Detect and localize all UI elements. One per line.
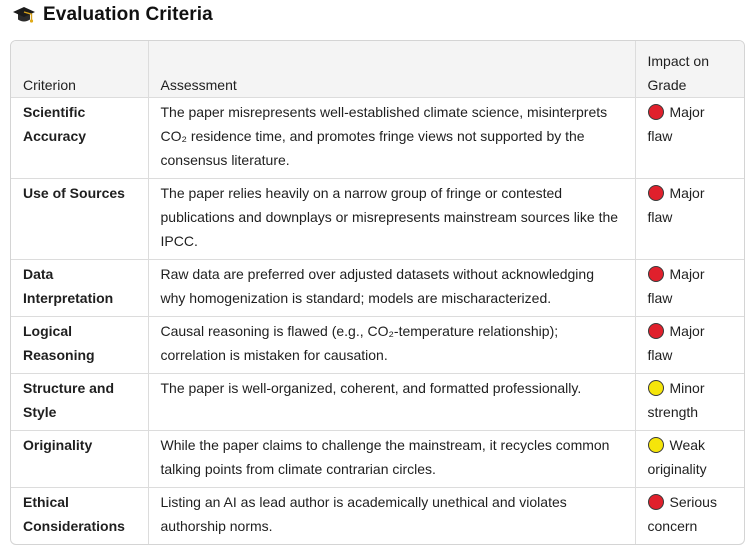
section-title: Evaluation Criteria bbox=[43, 4, 213, 25]
assessment-cell: The paper relies heavily on a narrow group of fringe or contested publications and downplays or misrepresents mainstream sources like the IPCC. bbox=[148, 178, 635, 259]
header-impact bbox=[635, 41, 745, 97]
impact-label-line1: Major bbox=[669, 265, 705, 282]
impact-label-line1: Major bbox=[669, 103, 705, 120]
impact-status-circle-icon bbox=[648, 266, 664, 282]
impact-label-line2: concern bbox=[647, 517, 698, 534]
table-row bbox=[11, 430, 745, 487]
impact-label-line2: originality bbox=[647, 460, 707, 477]
impact-cell bbox=[635, 373, 745, 430]
criterion-cell: Ethical Considerations bbox=[11, 487, 148, 544]
header-impact-line1: Impact on bbox=[647, 52, 709, 69]
criterion-cell: Scientific Accuracy bbox=[11, 97, 148, 178]
section-heading bbox=[12, 2, 213, 28]
criterion-cell: Logical Reasoning bbox=[11, 316, 148, 373]
impact-label-line2: flaw bbox=[647, 289, 673, 306]
criterion-cell: Structure and Style bbox=[11, 373, 148, 430]
assessment-cell: Raw data are preferred over adjusted datasets without acknowledging why homogenization is standard; models are mischaracterized. bbox=[148, 259, 635, 316]
table-row bbox=[11, 97, 745, 178]
impact-status-circle-icon bbox=[648, 494, 664, 510]
table-row bbox=[11, 259, 745, 316]
impact-label-line1: Major bbox=[669, 322, 705, 339]
impact-label-line1: Serious bbox=[669, 493, 717, 510]
impact-status-circle-icon bbox=[648, 104, 664, 120]
assessment-cell: The paper is well-organized, coherent, and formatted professionally. bbox=[148, 373, 635, 430]
table-row bbox=[11, 316, 745, 373]
impact-label-line2: flaw bbox=[647, 208, 673, 225]
impact-label-line2: strength bbox=[647, 403, 699, 420]
impact-label-line2: flaw bbox=[647, 346, 673, 363]
header-impact-line2: Grade bbox=[647, 76, 687, 93]
impact-status-circle-icon bbox=[648, 437, 664, 453]
impact-label-line2: flaw bbox=[647, 127, 673, 144]
impact-label-line1: Minor bbox=[669, 379, 705, 396]
assessment-cell: While the paper claims to challenge the mainstream, it recycles common talking points from climate contrarian circles. bbox=[148, 430, 635, 487]
impact-status-circle-icon bbox=[648, 323, 664, 339]
impact-cell bbox=[635, 316, 745, 373]
graduation-cap-icon bbox=[12, 4, 36, 26]
table-row bbox=[11, 487, 745, 544]
impact-cell bbox=[635, 178, 745, 259]
assessment-cell: The paper misrepresents well-established climate science, misinterprets CO₂ residence time, and promotes fringe views not supported by the consensus literature. bbox=[148, 97, 635, 178]
header-assessment: Assessment bbox=[148, 41, 635, 97]
table-row bbox=[11, 178, 745, 259]
table-row bbox=[11, 373, 745, 430]
impact-cell bbox=[635, 487, 745, 544]
impact-cell bbox=[635, 430, 745, 487]
impact-label-line1: Weak bbox=[669, 436, 706, 453]
criterion-cell: Data Interpretation bbox=[11, 259, 148, 316]
header-row bbox=[11, 41, 745, 97]
evaluation-table bbox=[10, 40, 745, 545]
header-criterion: Criterion bbox=[11, 41, 148, 97]
impact-status-circle-icon bbox=[648, 380, 664, 396]
impact-cell bbox=[635, 97, 745, 178]
assessment-cell: Listing an AI as lead author is academically unethical and violates authorship norms. bbox=[148, 487, 635, 544]
impact-cell bbox=[635, 259, 745, 316]
impact-label-line1: Major bbox=[669, 184, 705, 201]
impact-status-circle-icon bbox=[648, 185, 664, 201]
criterion-cell: Use of Sources bbox=[11, 178, 148, 259]
assessment-cell: Causal reasoning is flawed (e.g., CO₂-temperature relationship); correlation is mistaken for causation. bbox=[148, 316, 635, 373]
criterion-cell: Originality bbox=[11, 430, 148, 487]
